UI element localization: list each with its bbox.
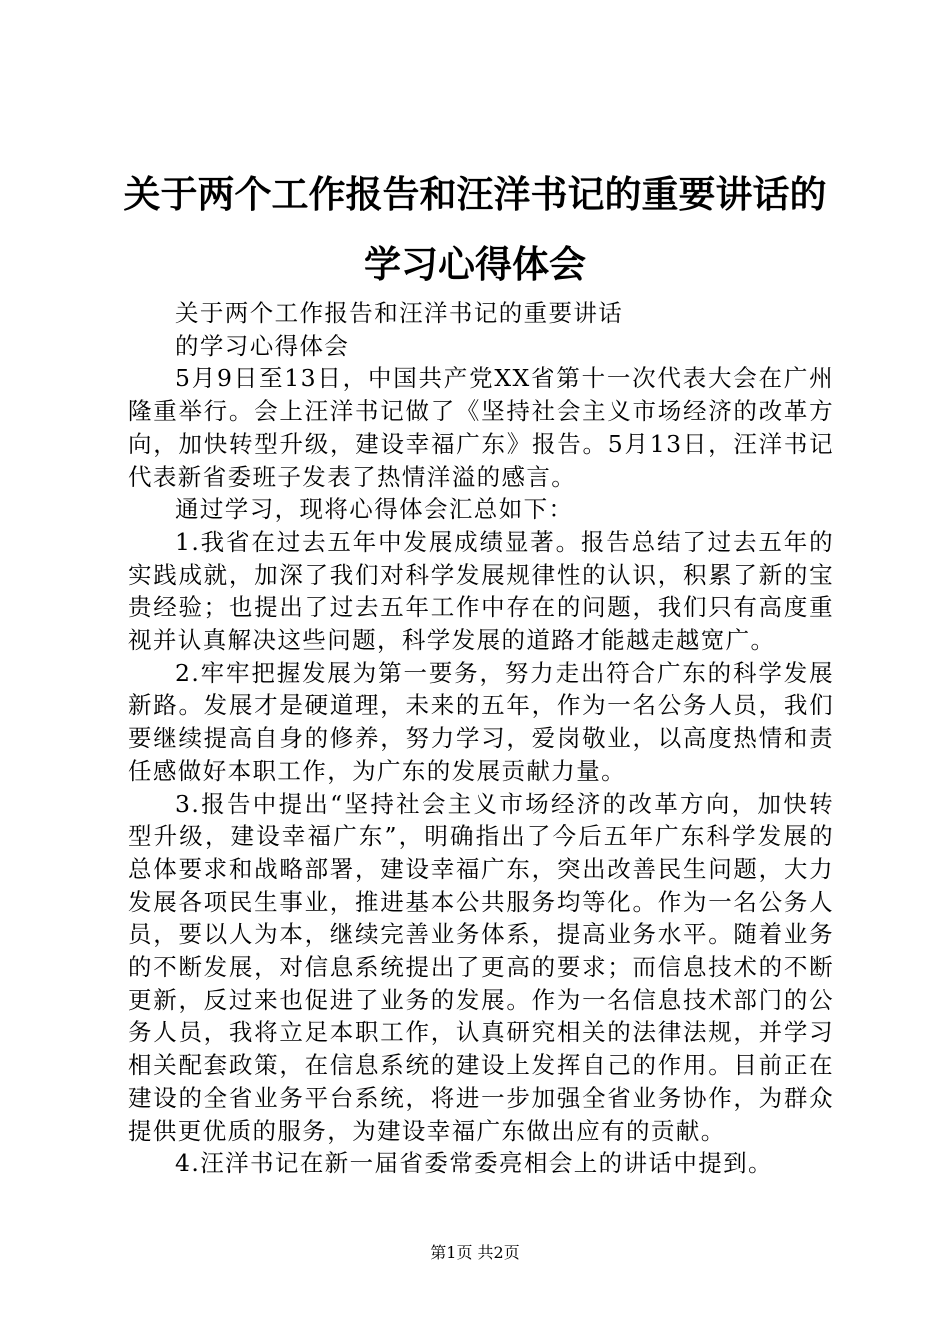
paragraph-summary-lead: 通过学习，现将心得体会汇总如下： [175, 495, 574, 524]
subtitle-line-1: 关于两个工作报告和汪洋书记的重要讲话 [175, 299, 624, 327]
page-indicator: 第1页 共2页 [430, 1243, 520, 1262]
paragraph-point-4: 4.汪洋书记在新一届省委常委亮相会上的讲话中提到。 [175, 1149, 773, 1178]
document-body [128, 297, 834, 1180]
paragraph-point-2: 2.牢牢把握发展为第一要务，努力走出符合广东的科学发展新路。发展才是硬道理，未来的五年，作为一名公务人员，我们要继续提高自身的修养，努力学习，爱岗敬业，以高度热情和责任感做好本职工作，为广东的发展贡献力量。 [128, 658, 834, 785]
subtitle-line-2: 的学习心得体会 [175, 331, 350, 360]
page-footer [0, 1243, 950, 1263]
paragraph-intro: 5月9日至13日，中国共产党XX省第十一次代表大会在广州隆重举行。会上汪洋书记做了《坚持社会主义市场经济的改革方向，加快转型升级，建设幸福广东》报告。5月13日，汪洋书记代表新省委班子发表了热情洋溢的感言。 [128, 364, 834, 491]
paragraph-point-3: 3.报告中提出“坚持社会主义市场经济的改革方向，加快转型升级，建设幸福广东”，明确指出了今后五年广东科学发展的总体要求和战略部署，建设幸福广东，突出改善民生问题，大力发展各项民生事业，推进基本公共服务均等化。作为一名公务人员，要以人为本，继续完善业务体系，提高业务水平。随着业务的不断发展，对信息系统提出了更高的要求；而信息技术的不断更新，反过来也促进了业务的发展。作为一名信息技术部门的公务人员，我将立足本职工作，认真研究相关的法律法规，并学习相关配套政策，在信息系统的建设上发挥自己的作用。目前正在建设的全省业务平台系统，将进一步加强全省业务协作，为群众提供更优质的服务，为建设幸福广东做出应有的贡献。 [128, 789, 834, 1145]
document-title: 关于两个工作报告和汪洋书记的重要讲话的学习心得体会 [123, 173, 827, 286]
paragraph-point-1: 1.我省在过去五年中发展成绩显著。报告总结了过去五年的实践成就，加深了我们对科学发展规律性的认识，积累了新的宝贵经验；也提出了过去五年工作中存在的问题，我们只有高度重视并认真解决这些问题，科学发展的道路才能越走越宽广。 [128, 527, 834, 655]
